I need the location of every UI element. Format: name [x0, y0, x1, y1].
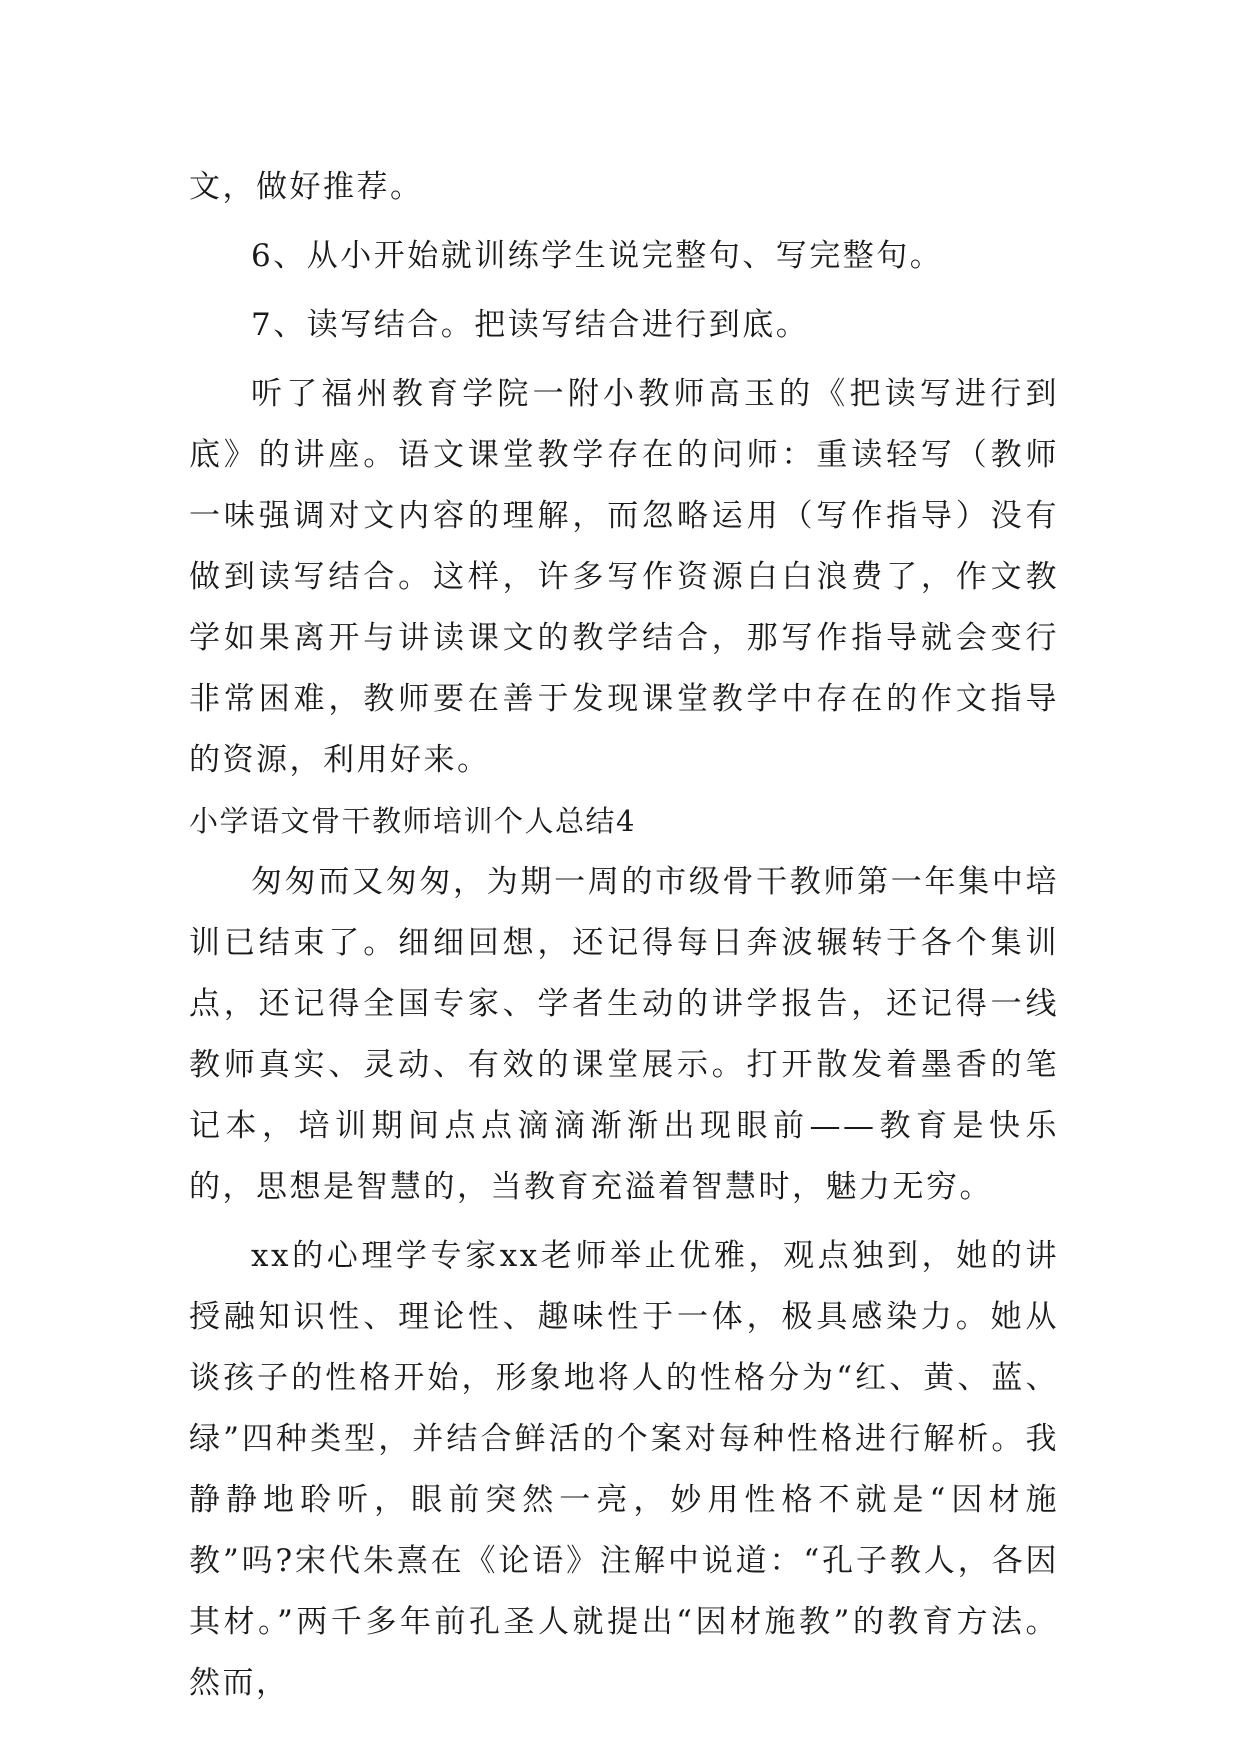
paragraph-psychology-lecture: xx的心理学专家xx老师举止优雅，观点独到，她的讲授融知识性、理论性、趣味性于一体，极具感染力。她从谈孩子的性格开始，形象地将人的性格分为“红、黄、蓝、绿”四种类型，并结合鲜活的个案对每种性格进行解析。我静静地聆听，眼前突然一亮，妙用性格不就是“因材施教”吗?宋代朱熹在《论语》注解中说道：“孔子教人，各因其材。”两千多年前孔圣人就提出“因材施教”的教育方法。然而， — [189, 1238, 1059, 1701]
section-heading: 小学语文骨干教师培训个人总结4 — [189, 804, 636, 838]
paragraph-training-intro: 匆匆而又匆匆，为期一周的市级骨干教师第一年集中培训已结束了。细细回想，还记得每日奔波辗转于各个集训点，还记得全国专家、学者生动的讲学报告，还记得一线教师真实、灵动、有效的课堂展示。打开散发着墨香的笔记本，培训期间点点滴滴渐渐出现眼前——教育是快乐的，思想是智慧的，当教育充溢着智慧时，魅力无穷。 — [189, 864, 1059, 1205]
paragraph-lecture-notes: 听了福州教育学院一附小教师高玉的《把读写进行到底》的讲座。语文课堂教学存在的问师：重读轻写（教师一味强调对文内容的理解，而忽略运用（写作指导）没有做到读写结合。这样，许多写作资源白白浪费了，作文教学如果离开与讲读课文的教学结合，那写作指导就会变行非常困难，教师要在善于发现课堂教学中存在的作文指导的资源，利用好来。 — [189, 376, 1059, 778]
paragraph-continuation: 文，做好推荐。 — [189, 169, 424, 205]
paragraph-item-7: 7、读写结合。把读写结合进行到底。 — [251, 307, 810, 343]
paragraph-item-6: 6、从小开始就训练学生说完整句、写完整句。 — [251, 238, 944, 274]
document-body — [189, 157, 1059, 1714]
